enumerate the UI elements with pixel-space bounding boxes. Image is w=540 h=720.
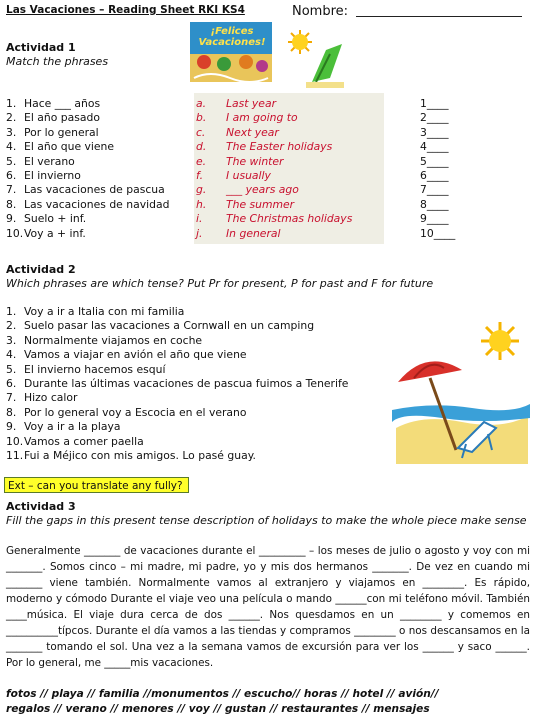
- tense-phrase-text: Durante las últimas vacaciones de pascua fuimos a Tenerife: [24, 377, 349, 391]
- spanish-phrase: [6, 97, 169, 111]
- english-phrase-number: d.: [196, 140, 207, 154]
- english-phrase-text: In general: [226, 226, 281, 240]
- tense-phrase: [6, 348, 348, 362]
- spanish-phrases-list: [6, 97, 169, 241]
- answer-blank[interactable]: 1____: [420, 97, 449, 110]
- extension-task-box: Ext – can you translate any fully?: [4, 477, 189, 493]
- english-phrase-text: The Christmas holidays: [226, 212, 353, 226]
- english-phrase: [196, 183, 352, 197]
- tense-phrase: [6, 334, 348, 348]
- answer-blank[interactable]: 7____: [420, 183, 449, 197]
- tense-phrase-text: Vamos a comer paella: [24, 434, 144, 448]
- name-label: Nombre:: [292, 4, 349, 19]
- tense-phrase-number: 6.: [6, 377, 17, 391]
- tense-phrase-number: 1.: [6, 305, 17, 318]
- spanish-phrase-text: Hace ___ años: [24, 97, 101, 110]
- english-phrase-number: a.: [196, 97, 207, 110]
- tense-phrase-number: 2.: [6, 319, 17, 333]
- english-phrase-text: ___ years ago: [226, 183, 299, 197]
- spanish-phrase-text: Voy a + inf.: [24, 226, 86, 240]
- tense-phrase: [6, 391, 348, 405]
- spanish-phrase-number: 7.: [6, 183, 17, 197]
- actividad3-title: Actividad 3: [6, 500, 76, 513]
- actividad1-title: Actividad 1: [6, 41, 76, 54]
- tense-phrase: [6, 420, 348, 434]
- spanish-phrase-number: 8.: [6, 197, 17, 211]
- english-phrase: [196, 97, 352, 111]
- tense-phrase-text: Suelo pasar las vacaciones a Cornwall en un camping: [24, 319, 315, 333]
- spanish-phrase: [6, 183, 169, 197]
- english-phrase-number: g.: [196, 183, 207, 197]
- word-bank-line-2: regalos // verano // menores // voy // gustan // restaurantes // mensajes: [6, 703, 430, 715]
- spanish-phrase-text: Por lo general: [24, 125, 99, 139]
- spanish-phrase-text: El año pasado: [24, 111, 100, 125]
- english-phrase-number: f.: [196, 169, 204, 183]
- english-phrase: [196, 212, 352, 226]
- english-phrase: [196, 227, 352, 241]
- actividad2-instruction: Which phrases are which tense? Put Pr for present, P for past and F for future: [6, 277, 434, 290]
- tense-phrase-text: El invierno hacemos esquí: [24, 362, 166, 376]
- spanish-phrase: [6, 212, 169, 226]
- tense-phrases-list: [6, 305, 348, 463]
- tense-phrase: [6, 435, 348, 449]
- tense-phrase-number: 9.: [6, 420, 17, 434]
- answer-blank[interactable]: 5____: [420, 154, 449, 168]
- tense-phrase-text: Fui a Méjico con mis amigos. Lo pasé guay.: [24, 449, 256, 463]
- name-input-line[interactable]: [356, 16, 522, 17]
- answer-blank[interactable]: 2____: [420, 111, 449, 125]
- word-bank: [6, 687, 534, 717]
- english-phrases-list: [196, 97, 352, 241]
- felices-vacaciones-text: ¡Felices Vacaciones!: [198, 26, 266, 48]
- spanish-phrase-text: Las vacaciones de navidad: [24, 197, 170, 211]
- actividad1-instruction: Match the phrases: [6, 55, 109, 68]
- english-phrase-text: Next year: [226, 125, 279, 139]
- tense-phrase: [6, 363, 348, 377]
- spanish-phrase-number: 1.: [6, 97, 17, 110]
- spanish-phrase-number: 6.: [6, 169, 17, 183]
- english-phrase: [196, 169, 352, 183]
- spanish-phrase-number: 4.: [6, 140, 17, 154]
- worksheet-title: Las Vacaciones – Reading Sheet RKI KS4: [6, 4, 245, 16]
- tense-phrase-text: Por lo general voy a Escocia en el verano: [24, 405, 247, 419]
- english-phrase-text: I usually: [226, 169, 271, 183]
- english-phrase-number: h.: [196, 197, 207, 211]
- tense-phrase-text: Vamos a viajar en avión el año que viene: [24, 348, 247, 362]
- spanish-phrase-text: El verano: [24, 154, 75, 168]
- english-phrase-number: b.: [196, 111, 207, 125]
- spanish-phrase: [6, 169, 169, 183]
- tense-phrase: [6, 406, 348, 420]
- answer-blank[interactable]: 9____: [420, 212, 449, 226]
- english-phrase-text: The Easter holidays: [226, 140, 333, 154]
- spanish-phrase: [6, 227, 169, 241]
- felices-vacaciones-image: [190, 22, 272, 82]
- answer-blanks-list: [420, 97, 455, 241]
- tense-phrase-text: Voy a ir a la playa: [24, 420, 121, 434]
- tense-phrase-number: 7.: [6, 391, 17, 405]
- word-bank-line-1: fotos // playa // familia //monumentos // escucho// horas // hotel // avión//: [6, 688, 439, 700]
- english-phrase-number: e.: [196, 154, 207, 168]
- answer-blank[interactable]: 4____: [420, 140, 449, 154]
- sun-beach-chair-image: [286, 28, 346, 90]
- spanish-phrase-text: Suelo + inf.: [24, 212, 87, 226]
- answer-blank[interactable]: 3____: [420, 125, 449, 139]
- spanish-phrase-number: 3.: [6, 125, 17, 139]
- english-phrase-text: The winter: [226, 154, 284, 168]
- tense-phrase-number: 5.: [6, 362, 17, 376]
- tense-phrase-text: Hizo calor: [24, 391, 78, 405]
- spanish-phrase-number: 2.: [6, 111, 17, 125]
- spanish-phrase-text: El invierno: [24, 169, 81, 183]
- english-phrase-number: j.: [196, 226, 203, 240]
- beach-umbrella-image: [392, 318, 530, 464]
- english-phrase-text: The summer: [226, 197, 295, 211]
- tense-phrase: [6, 319, 348, 333]
- gap-fill-paragraph: Generalmente _______ de vacaciones durante el _________ – los meses de julio o agosto y voy con mi _______. Somos cinco – mi madre, mi padre, yo y mis dos hermanos _______. De vez en cuando mi _______ viene también. Normalmente vamos al extranjero y viajamos en ________. Es rápido, moderno y cómodo Durante el viaje veo una película o mando ______con mi teléfono móvil. También ____música. El viaje dura cerca de dos ______. Nos quesdamos en un ________ y comemos en __________típcos. Durante el día vamos a las tiendas y compramos ________ o nos descansamos en la _______ tomando el sol. Una vez a la semana vamos de excursión para ver los ______ y saco ______. Por lo general, me _____mis vacaciones.: [6, 545, 530, 669]
- english-phrase-number: c.: [196, 125, 206, 139]
- tense-phrase: [6, 377, 348, 391]
- spanish-phrase: [6, 140, 169, 154]
- tense-phrase: [6, 449, 348, 463]
- tense-phrase-text: Normalmente viajamos en coche: [24, 333, 203, 347]
- spanish-phrase-number: 5.: [6, 154, 17, 168]
- english-phrase: [196, 198, 352, 212]
- tense-phrase-number: 4.: [6, 348, 17, 362]
- answer-blank[interactable]: 10____: [420, 226, 456, 240]
- tense-phrase: [6, 305, 348, 319]
- actividad3-instruction: Fill the gaps in this present tense description of holidays to make the whole piece make sense: [6, 514, 527, 527]
- tense-phrase-text: Voy a ir a Italia con mi familia: [24, 305, 185, 318]
- english-phrase: [196, 126, 352, 140]
- spanish-phrase: [6, 111, 169, 125]
- spanish-phrase-number: 9.: [6, 212, 17, 226]
- spanish-phrase-text: El año que viene: [24, 140, 115, 154]
- tense-phrase-number: 8.: [6, 405, 17, 419]
- english-phrase-text: I am going to: [226, 111, 298, 125]
- english-phrase: [196, 140, 352, 154]
- answer-blank[interactable]: 6____: [420, 169, 449, 183]
- tense-phrase-number: 3.: [6, 333, 17, 347]
- english-phrase-text: Last year: [226, 97, 277, 110]
- spanish-phrase-number: 10.: [6, 226, 24, 240]
- spanish-phrase-text: Las vacaciones de pascua: [24, 183, 165, 197]
- spanish-phrase: [6, 126, 169, 140]
- english-phrase-number: i.: [196, 212, 203, 226]
- actividad2-title: Actividad 2: [6, 263, 76, 276]
- spanish-phrase: [6, 155, 169, 169]
- tense-phrase-number: 10.: [6, 434, 24, 448]
- english-phrase: [196, 155, 352, 169]
- tense-phrase-number: 11.: [6, 449, 24, 463]
- english-phrase: [196, 111, 352, 125]
- answer-blank[interactable]: 8____: [420, 197, 449, 211]
- spanish-phrase: [6, 198, 169, 212]
